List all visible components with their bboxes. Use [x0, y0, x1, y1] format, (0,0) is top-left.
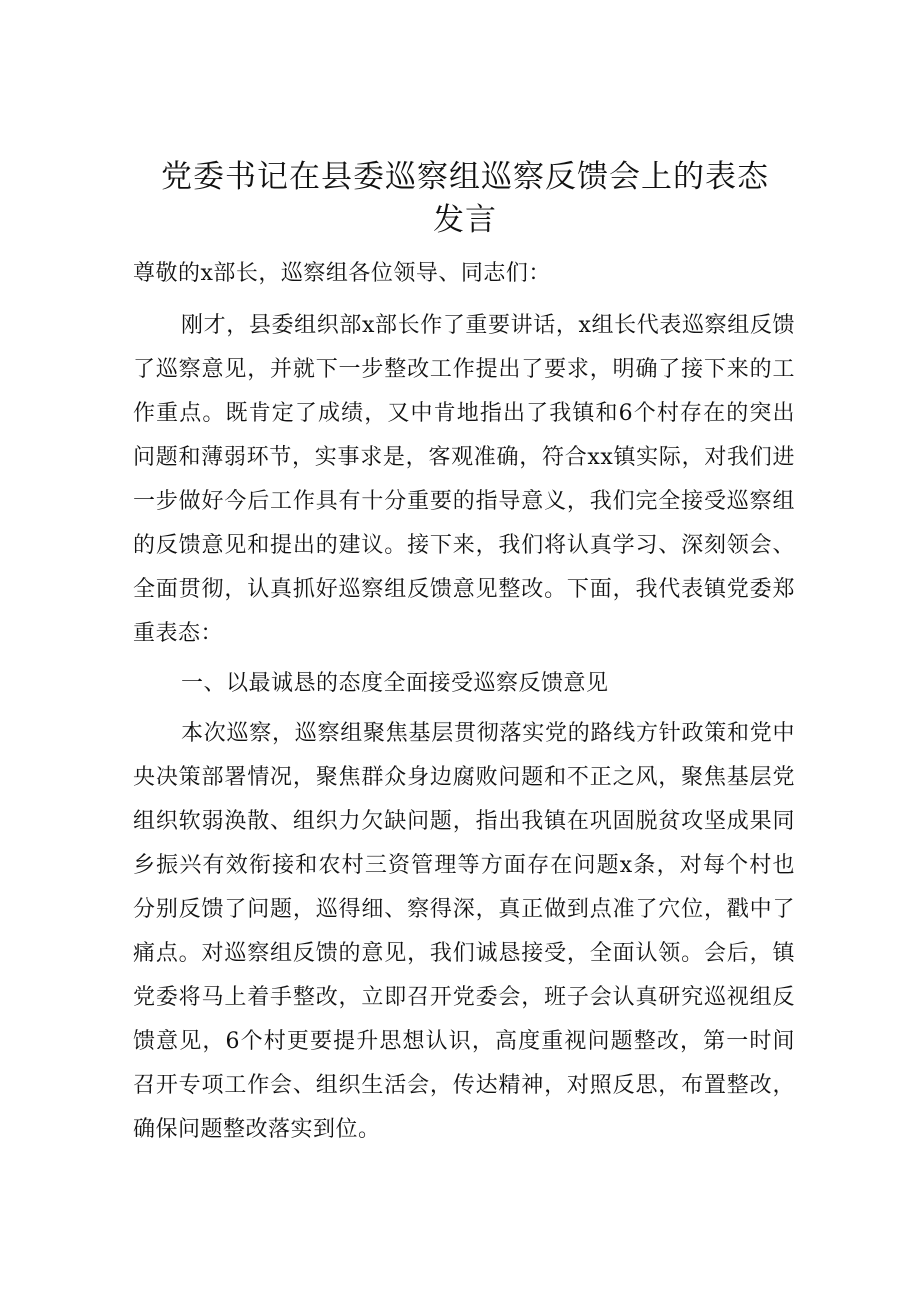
document-title: 党委书记在县委巡察组巡察反馈会上的表态发言 [161, 159, 769, 238]
salutation: 尊敬的x部长，巡察组各位领导、同志们： [133, 261, 551, 286]
document-body [133, 252, 795, 1158]
paragraph-section-1: 本次巡察，巡察组聚焦基层贯彻落实党的路线方针政策和党中央决策部署情况，聚焦群众身边腐败问题和不正之风，聚焦基层党组织软弱涣散、组织力欠缺问题，指出我镇在巩固脱贫攻坚成果同乡振兴有效衔接和农村三资管理等方面存在问题x条，对每个村也分别反馈了问题，巡得细、察得深，真正做到点准了穴位，戳中了痛点。对巡察组反馈的意见，我们诚恳接受，全面认领。会后，镇党委将马上着手整改，立即召开党委会，班子会认真研究巡视组反馈意见，6个村更要提升思想认识，高度重视问题整改，第一时间召开专项工作会、组织生活会，传达精神，对照反思，布置整改，确保问题整改落实到位。 [133, 721, 795, 1142]
paragraph-intro: 刚才，县委组织部x部长作了重要讲话，x组长代表巡察组反馈了巡察意见，并就下一步整改工作提出了要求，明确了接下来的工作重点。既肯定了成绩，又中肯地指出了我镇和6个村存在的突出问题和薄弱环节，实事求是，客观准确，符合xx镇实际，对我们进一步做好今后工作具有十分重要的指导意义，我们完全接受巡察组的反馈意见和提出的建议。接下来，我们将认真学习、深刻领会、全面贯彻，认真抓好巡察组反馈意见整改。下面，我代表镇党委郑重表态： [133, 313, 795, 646]
section-heading-1: 一、以最诚恳的态度全面接受巡察反馈意见 [181, 671, 609, 696]
